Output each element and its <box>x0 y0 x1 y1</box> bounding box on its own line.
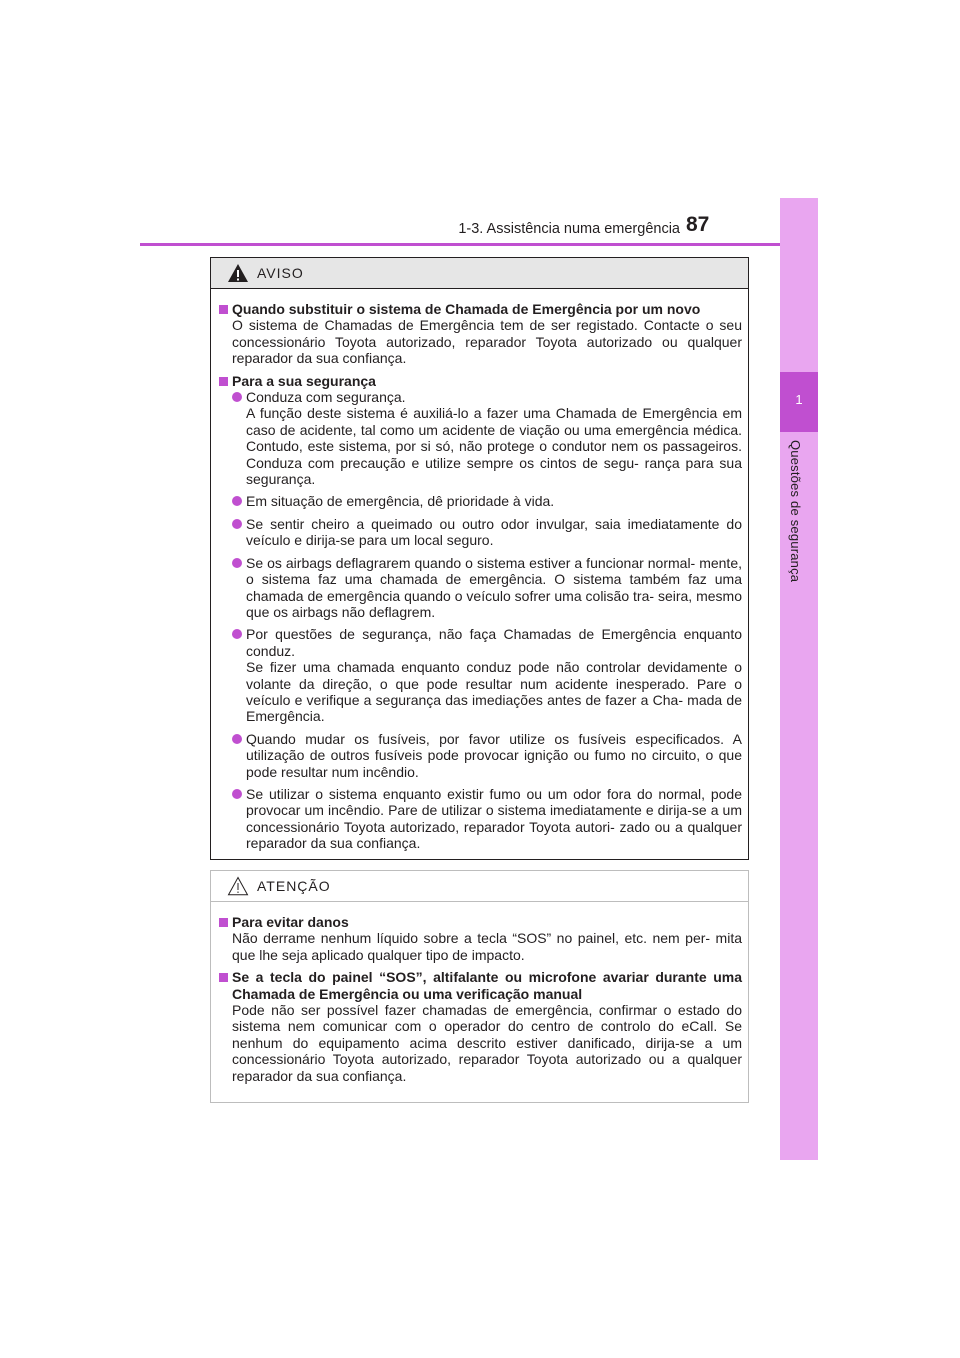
round-bullet-icon <box>232 558 242 568</box>
section-heading-text: Se a tecla do painel “SOS”, altifalante ou microfone avariar durante uma Chamada de Emergência ou uma verificação manual <box>232 969 742 1002</box>
caution-box-body <box>211 902 748 1084</box>
section-heading <box>219 373 742 389</box>
warning-box <box>210 257 749 860</box>
square-bullet-icon <box>219 973 228 982</box>
section-title: 1-3. Assistência numa emergência <box>458 221 680 237</box>
bullet-item <box>232 516 742 549</box>
warning-box-header <box>211 258 748 289</box>
round-bullet-icon <box>232 392 242 402</box>
section-heading <box>219 914 742 930</box>
section-heading-text: Para a sua segurança <box>232 372 376 389</box>
page-number: 87 <box>686 213 710 236</box>
bullet-text: Conduza com segurança. A função deste sistema é auxiliá-lo a fazer uma Chamada de Emergência em caso de acidente, tal como um acidente de viação ou uma emergência médica. Contudo, este sistema, por si só, não protege o condutor nem os passageiros. Conduza com precaução e utilize sempre os cintos de segu- rança para sua segurança. <box>246 389 742 488</box>
paragraph: Pode não ser possível fazer chamadas de emergência, confirmar o estado do sistema nem comunicar com o operador do centro de controlo do eCall. Se nenhum do equipamento acima descrito estiver danificado, dirija-se a um concessionário Toyota autorizado, reparador Toyota autorizado ou a qualquer reparador da sua confiança. <box>232 1002 742 1084</box>
round-bullet-icon <box>232 789 242 799</box>
header-rule <box>140 243 818 246</box>
bullet-item <box>232 786 742 852</box>
section-heading-text: Para evitar danos <box>232 914 349 930</box>
round-bullet-icon <box>232 629 242 639</box>
square-bullet-icon <box>219 305 228 314</box>
bullet-text: Se utilizar o sistema enquanto existir fumo ou um odor fora do normal, pode provocar um incêndio. Pare de utilizar o sistema imediatamente e dirija-se a um concessionário Toyota autorizado, reparador Toyota autori- zado ou a qualquer reparador da sua confiança. <box>246 785 742 852</box>
bullet-item <box>232 731 742 780</box>
warning-box-label: AVISO <box>257 265 304 281</box>
bullet-text: Se os airbags deflagrarem quando o sistema estiver a funcionar normal- mente, o sistema faz uma chamada de emergência. O sistema também faz uma chamada de emergência quando o veículo sofrer uma colisão tra- seira, mesmo que os airbags não deflagrem. <box>246 554 742 620</box>
bullet-item <box>232 493 742 509</box>
section-heading <box>219 301 742 317</box>
bullet-text: Quando mudar os fusíveis, por favor utilize os fusíveis especificados. A utilização de outros fusíveis pode provocar ignição ou fumo no circuito, o que pode resultar num incêndio. <box>246 730 742 780</box>
warning-triangle-icon <box>227 263 249 283</box>
round-bullet-icon <box>232 519 242 529</box>
bullet-text: Por questões de segurança, não faça Chamadas de Emergência enquanto conduz. Se fizer uma chamada enquanto conduz pode não controlar devidamente o volante da direção, o que pode resultar num acidente inesperado. Pare o veículo e verifique a segurança das imediações antes de fazer a Cha- mada de Emergência. <box>246 626 742 725</box>
bullet-item <box>232 626 742 724</box>
warning-box-body <box>211 289 748 852</box>
paragraph: O sistema de Chamadas de Emergência tem de ser registado. Contacte o seu concessionário Toyota autorizado, reparador Toyota autorizado ou qualquer reparador da sua confiança. <box>232 317 742 367</box>
bullet-item <box>232 555 742 621</box>
section-heading <box>219 969 742 1002</box>
chapter-title: Questões de segurança <box>788 440 803 583</box>
bullet-text: Se sentir cheiro a queimado ou outro odor invulgar, saia imediatamente do veículo e dirija-se para um local seguro. <box>246 515 742 549</box>
bullet-text: Em situação de emergência, dê prioridade à vida. <box>246 493 555 510</box>
caution-triangle-icon <box>227 876 249 896</box>
caution-box <box>210 870 749 1103</box>
square-bullet-icon <box>219 377 228 386</box>
caution-box-label: ATENÇÃO <box>257 878 331 894</box>
caution-box-header <box>211 871 748 902</box>
side-tab <box>780 198 818 1160</box>
paragraph: Não derrame nenhum líquido sobre a tecla “SOS” no painel, etc. nem per- mita que lhe seja aplicado qualquer tipo de impacto. <box>232 930 742 963</box>
chapter-number: 1 <box>795 392 803 407</box>
section-heading-text: Quando substituir o sistema de Chamada de Emergência por um novo <box>232 301 701 317</box>
bullet-item <box>232 389 742 487</box>
round-bullet-icon <box>232 496 242 506</box>
round-bullet-icon <box>232 734 242 744</box>
square-bullet-icon <box>219 918 228 927</box>
